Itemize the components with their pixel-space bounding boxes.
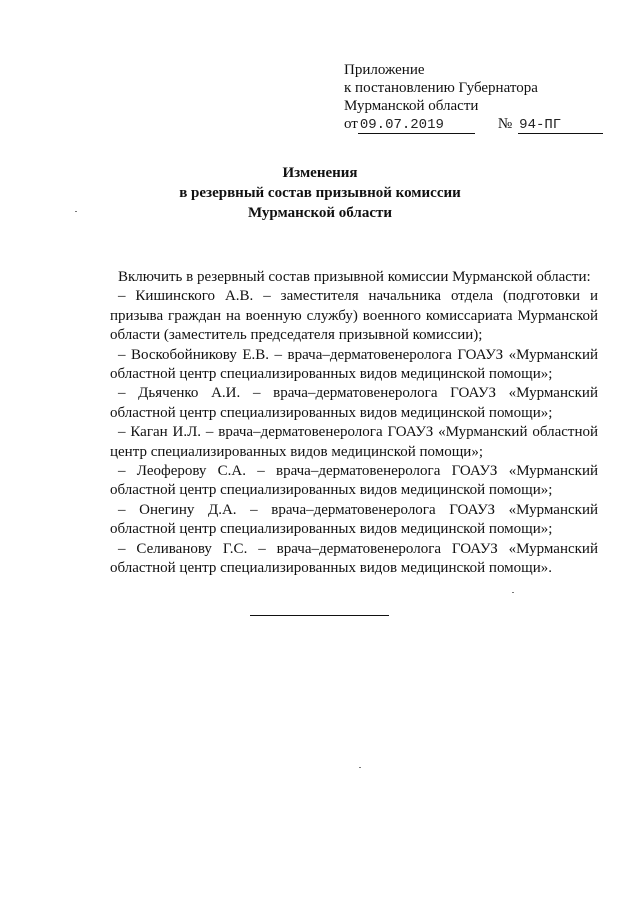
closing-rule	[250, 615, 389, 616]
list-item: – Онегину Д.А. – врача–дерматовенеролога ГОАУЗ «Мурманский областной центр специализированных видов медицинской помощи»;	[110, 501, 598, 538]
list-item: – Леоферову С.А. – врача–дерматовенеролога ГОАУЗ «Мурманский областной центр специализированных видов медицинской помощи»;	[110, 463, 598, 499]
annex-header	[344, 61, 603, 134]
list-item: – Селиванову Г.С. – врача–дерматовенеролога ГОАУЗ «Мурманский областной центр специализированных видов медицинской помощи».	[110, 540, 598, 577]
list-item: – Кишинского А.В. – заместителя начальника отдела (подготовки и призыва граждан на военную службу) военного комиссариата Мурманской области (заместитель председателя призывной комиссии);	[110, 288, 598, 344]
from-label: от	[344, 116, 358, 132]
annex-region: Мурманской области	[344, 98, 479, 114]
decree-date: 09.07.2019	[358, 118, 475, 134]
number-sign: №	[497, 116, 513, 132]
list-item: – Дьяченко А.И. – врача–дерматовенеролога ГОАУЗ «Мурманский областной центр специализированных видов медицинской помощи»;	[110, 385, 598, 421]
scan-speck	[359, 767, 361, 768]
list-item: – Каган И.Л. – врача–дерматовенеролога ГОАУЗ «Мурманский областной центр специализированных видов медицинской помощи»;	[110, 424, 598, 460]
annex-label: Приложение	[344, 62, 425, 78]
scan-speck	[75, 211, 77, 212]
document-body	[110, 268, 598, 579]
decree-number: 94-ПГ	[518, 118, 603, 134]
annex-decree-reference: к постановлению Губернатора	[344, 80, 538, 96]
scan-speck	[512, 592, 514, 593]
body-intro: Включить в резервный состав призывной комиссии Мурманской области:	[118, 269, 591, 285]
list-item: – Воскобойникову Е.В. – врача–дерматовенеролога ГОАУЗ «Мурманский областной центр специализированных видов медицинской помощи»;	[110, 346, 598, 383]
title-line-3: Мурманской области	[247, 205, 393, 221]
decree-date-number-line	[344, 115, 603, 134]
document-title	[0, 163, 640, 223]
title-line-1: Изменения	[282, 165, 358, 181]
title-line-2: в резервный состав призывной комиссии	[179, 185, 461, 201]
